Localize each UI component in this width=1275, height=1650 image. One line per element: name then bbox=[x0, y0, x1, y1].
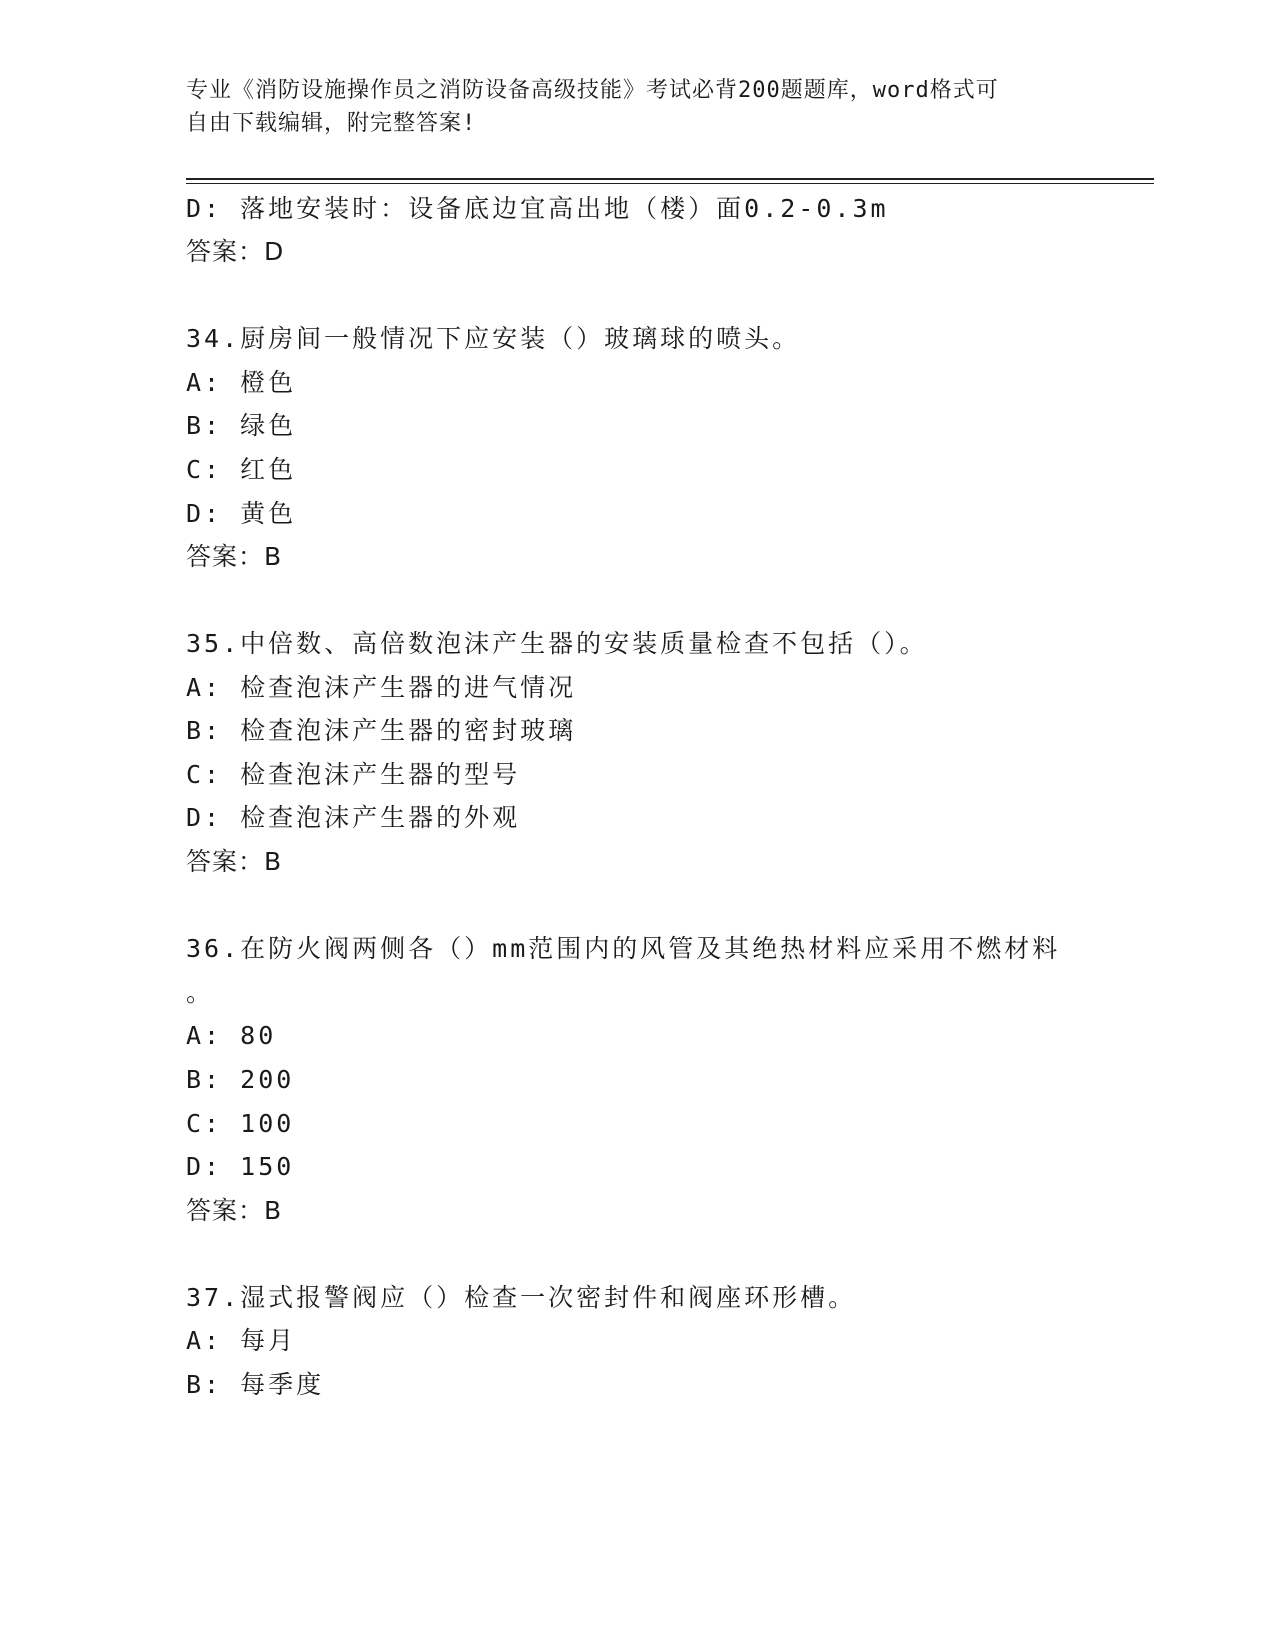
document-header bbox=[186, 74, 1086, 140]
header-divider-top bbox=[186, 178, 1154, 180]
question-34-option-c: C: 红色 bbox=[186, 455, 297, 484]
option-d: D: 落地安装时：设备底边宜高出地（楼）面0.2-0.3m bbox=[186, 194, 889, 223]
question-34-stem: 34.厨房间一般情况下应安装（）玻璃球的喷头。 bbox=[186, 324, 801, 353]
question-34-answer: 答案：B bbox=[186, 542, 283, 571]
answer-line: 答案：D bbox=[186, 237, 285, 266]
question-36-option-b: B: 200 bbox=[186, 1065, 295, 1094]
question-34-option-b: B: 绿色 bbox=[186, 411, 297, 440]
question-36-option-a: A: 80 bbox=[186, 1021, 277, 1050]
question-36-option-c: C: 100 bbox=[186, 1109, 295, 1138]
question-37-option-b: B: 每季度 bbox=[186, 1370, 325, 1399]
question-34-option-d: D: 黄色 bbox=[186, 499, 297, 528]
question-36-stem: 36.在防火阀两侧各（）mm范围内的风管及其绝热材料应采用不燃材料 bbox=[186, 934, 1061, 963]
question-37-stem: 37.湿式报警阀应（）检查一次密封件和阀座环形槽。 bbox=[186, 1283, 857, 1312]
question-35-option-c: C: 检查泡沫产生器的型号 bbox=[186, 760, 521, 789]
question-35-option-a: A: 检查泡沫产生器的进气情况 bbox=[186, 673, 577, 702]
question-36-option-d: D: 150 bbox=[186, 1152, 295, 1181]
question-35-option-b: B: 检查泡沫产生器的密封玻璃 bbox=[186, 716, 577, 745]
question-37-option-a: A: 每月 bbox=[186, 1326, 297, 1355]
question-34-option-a: A: 橙色 bbox=[186, 368, 297, 397]
question-35-option-d: D: 检查泡沫产生器的外观 bbox=[186, 803, 521, 832]
question-36-stem-continued: 。 bbox=[186, 978, 215, 1007]
question-35-stem: 35.中倍数、高倍数泡沫产生器的安装质量检查不包括（）。 bbox=[186, 629, 928, 658]
header-line-2: 自由下载编辑，附完整答案! bbox=[186, 111, 477, 136]
header-divider-bottom bbox=[186, 183, 1154, 184]
question-35-answer: 答案：B bbox=[186, 847, 283, 876]
header-line-1: 专业《消防设施操作员之消防设备高级技能》考试必背200题题库，word格式可 bbox=[186, 78, 999, 103]
question-36-answer: 答案：B bbox=[186, 1196, 283, 1225]
